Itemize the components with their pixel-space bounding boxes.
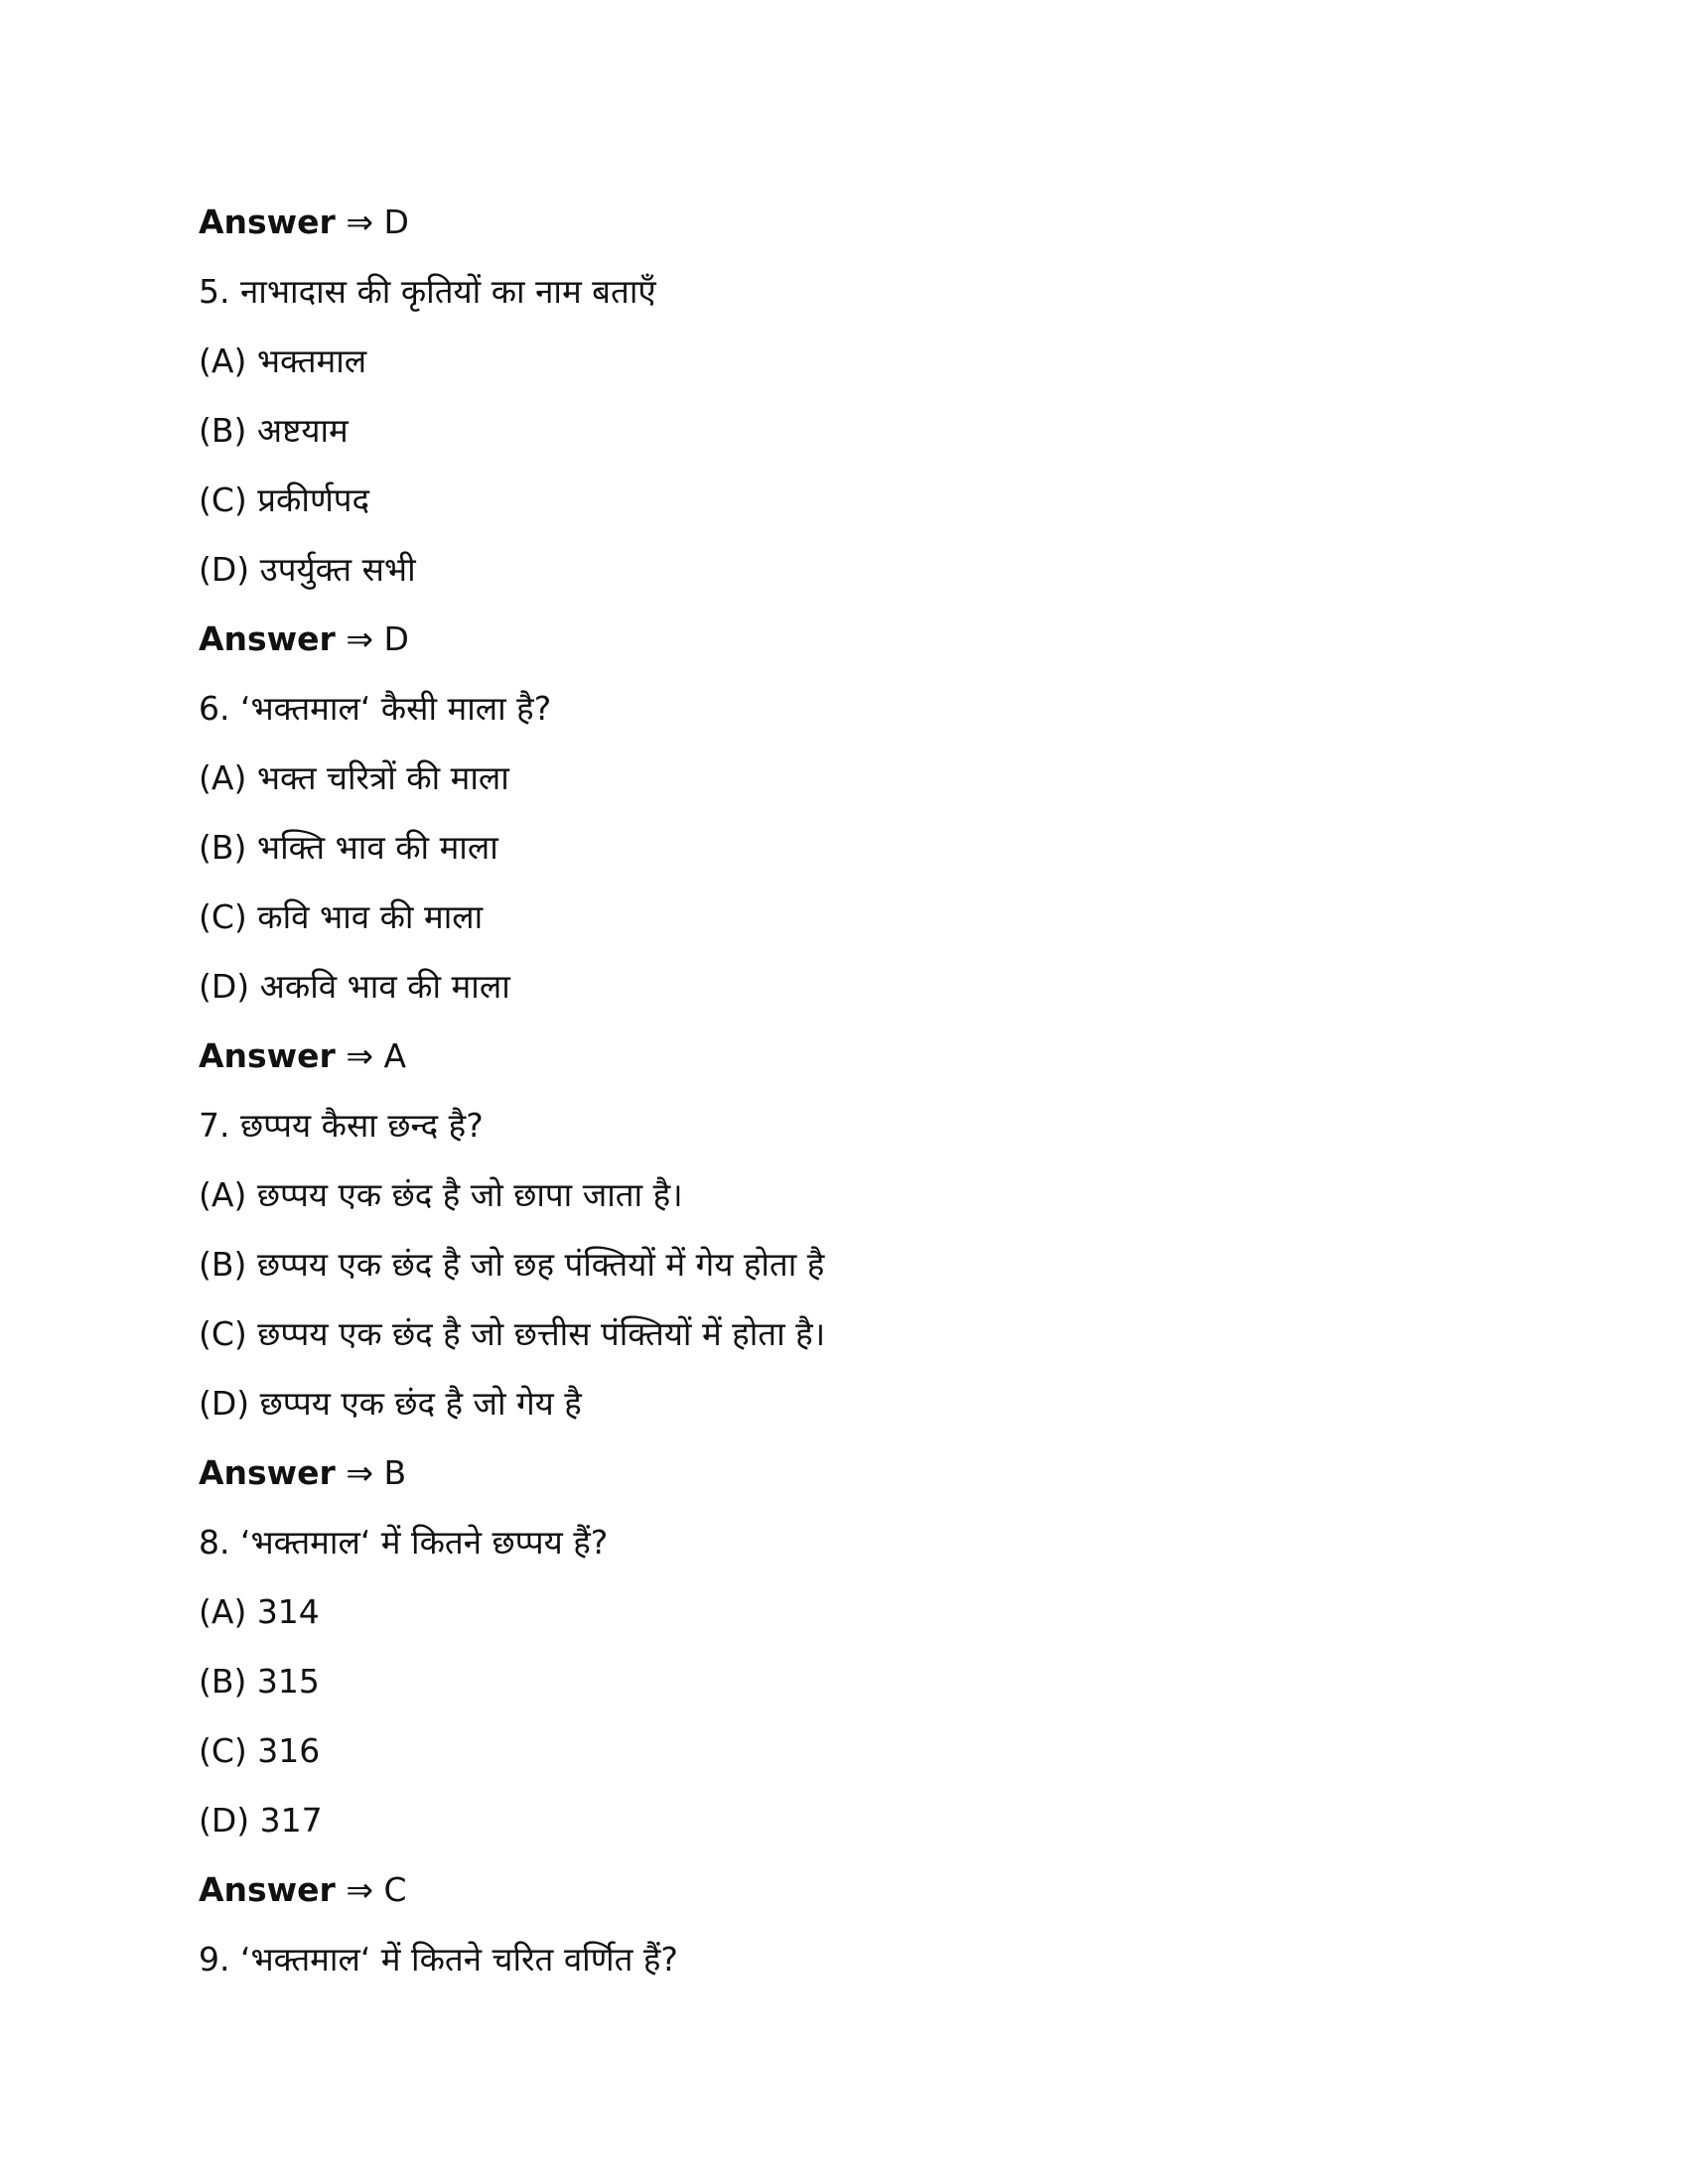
- answer-line: [199, 1030, 1489, 1100]
- question-text: 7. छप्पय कैसा छन्द है?: [199, 1106, 484, 1145]
- option-text: (B) छप्पय एक छंद है जो छह पंक्तियों में गेय होता है: [199, 1245, 825, 1284]
- option-text: (C) 316: [199, 1731, 321, 1770]
- option-text: (D) छप्पय एक छंद है जो गेय है: [199, 1384, 582, 1423]
- option-text: (B) भक्ति भाव की माला: [199, 828, 498, 867]
- option-text: (D) उपर्युक्त सभी: [199, 550, 416, 589]
- answer-line: [199, 197, 1489, 266]
- answer-value: ⇒ B: [335, 1453, 407, 1492]
- option-text: (B) 315: [199, 1662, 320, 1701]
- option-text: (D) 317: [199, 1801, 323, 1840]
- answer-value: ⇒ D: [335, 619, 409, 658]
- document-page: [199, 197, 1489, 2003]
- answer-label: Answer: [199, 1036, 336, 1075]
- answer-value: ⇒ D: [335, 203, 409, 241]
- question-text: 5. नाभादास की कृतियों का नाम बताएँ: [199, 272, 656, 311]
- option-text: (C) कवि भाव की माला: [199, 897, 484, 936]
- option-text: (D) अकवि भाव की माला: [199, 967, 510, 1006]
- question-text: 8. ‘भक्तमाल‘ में कितने छप्पय हैं?: [199, 1523, 609, 1562]
- answer-label: Answer: [199, 1870, 336, 1909]
- option-text: (C) प्रकीर्णपद: [199, 480, 370, 519]
- answer-line: [199, 614, 1489, 683]
- option-text: (A) 314: [199, 1592, 320, 1631]
- answer-label: Answer: [199, 619, 336, 658]
- answer-value: ⇒ A: [335, 1036, 407, 1075]
- question-text: 6. ‘भक्तमाल‘ कैसी माला है?: [199, 689, 552, 728]
- answer-label: Answer: [199, 1453, 336, 1492]
- answer-label: Answer: [199, 203, 336, 241]
- answer-line: [199, 1447, 1489, 1517]
- answer-value: ⇒ C: [335, 1870, 407, 1909]
- option-text: (A) भक्तमाल: [199, 341, 367, 380]
- option-text: (A) छप्पय एक छंद है जो छापा जाता है।: [199, 1175, 683, 1214]
- option-text: (B) अष्टयाम: [199, 411, 349, 450]
- option-text: (C) छप्पय एक छंद है जो छत्तीस पंक्तियों में होता है।: [199, 1314, 826, 1353]
- question-text: 9. ‘भक्तमाल‘ में कितने चरित वर्णित हैं?: [199, 1940, 678, 1979]
- answer-line: [199, 1864, 1489, 1934]
- option-text: (A) भक्त चरित्रों की माला: [199, 758, 509, 797]
